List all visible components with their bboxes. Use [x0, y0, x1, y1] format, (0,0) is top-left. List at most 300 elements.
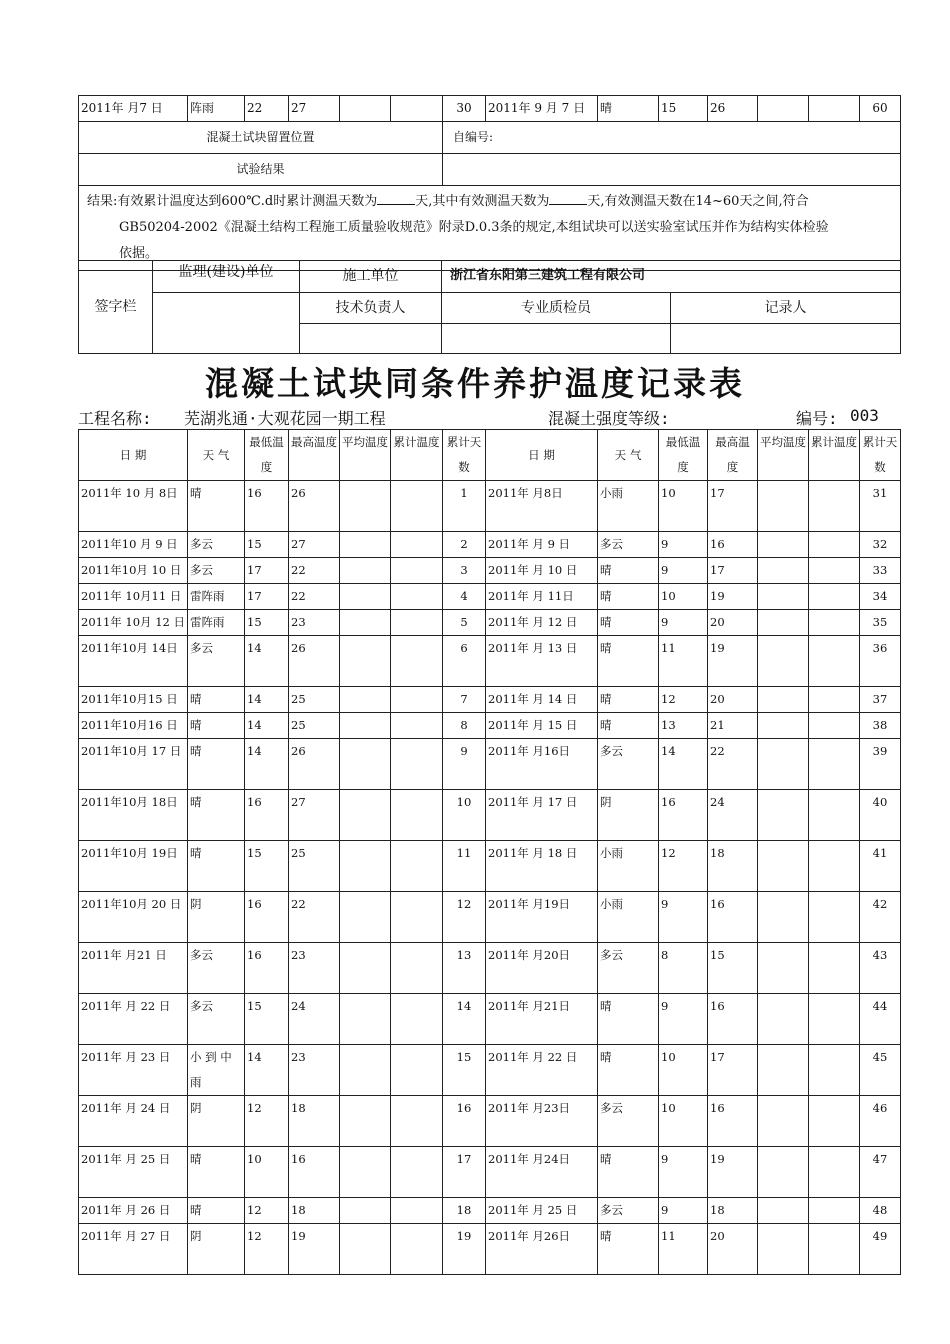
- date-cell: 2011年 月 27 日: [79, 1224, 188, 1275]
- date-cell: 2011年10月15 日: [79, 687, 188, 713]
- min-temp-cell: 15: [245, 841, 289, 892]
- cum-days-cell: 5: [443, 610, 486, 636]
- table-row: [79, 1147, 901, 1198]
- avg-temp-cell: [340, 558, 391, 584]
- avg-temp-cell: [340, 610, 391, 636]
- cum-days-cell: 3: [443, 558, 486, 584]
- table-row: [79, 584, 901, 610]
- conclusion-mid2: 天,有效测温天数在14~60天之间,符合: [587, 194, 809, 209]
- min-temp-cell: 11: [659, 1224, 708, 1275]
- quality-inspector-sign-field[interactable]: [442, 324, 671, 354]
- cum-temp-cell: [391, 558, 443, 584]
- date-cell: 2011年 月 26 日: [79, 1198, 188, 1224]
- conclusion-row: [79, 186, 901, 271]
- max-temp-cell: 16: [708, 892, 758, 943]
- cum-temp-cell: [809, 790, 860, 841]
- cum-temp-cell: [391, 481, 443, 532]
- min-temp-cell: 16: [245, 943, 289, 994]
- tech-lead-label: 技术负责人: [300, 293, 442, 324]
- cum-days-cell: 47: [860, 1147, 901, 1198]
- avg-temp-cell: [758, 1096, 809, 1147]
- max-temp-cell: 27: [289, 532, 340, 558]
- cum-temp-cell: [809, 584, 860, 610]
- weather-cell: 多云: [188, 636, 245, 687]
- avg-temp-cell: [340, 532, 391, 558]
- cum-days-cell: 17: [443, 1147, 486, 1198]
- max-temp-cell: 27: [289, 96, 340, 122]
- project-name: 芜湖兆通·大观花园一期工程: [184, 409, 386, 428]
- weather-cell: 小雨: [598, 841, 659, 892]
- cum-temp-cell: [809, 943, 860, 994]
- min-temp-cell: 12: [659, 687, 708, 713]
- max-temp-cell: 16: [289, 1147, 340, 1198]
- cum-days-cell: 42: [860, 892, 901, 943]
- cum-days-cell: 2: [443, 532, 486, 558]
- date-cell: 2011年10月 20 日: [79, 892, 188, 943]
- date-cell: 2011年 月26日: [486, 1224, 598, 1275]
- weather-cell: 晴: [188, 713, 245, 739]
- test-result-label: 试验结果: [79, 154, 443, 186]
- cum-days-cell: 37: [860, 687, 901, 713]
- max-temp-cell: 26: [289, 481, 340, 532]
- cum-days-cell: 13: [443, 943, 486, 994]
- cum-temp-cell: [391, 713, 443, 739]
- cum-temp-cell: [809, 610, 860, 636]
- signature-row-2: [79, 293, 901, 324]
- avg-temp-cell: [758, 994, 809, 1045]
- cum-days-cell: 6: [443, 636, 486, 687]
- min-temp-cell: 16: [245, 790, 289, 841]
- date-cell: 2011年 10月 12 日: [79, 610, 188, 636]
- min-temp-cell: 9: [659, 994, 708, 1045]
- conclusion-text: [79, 186, 901, 271]
- weather-cell: 阴: [598, 790, 659, 841]
- cum-days-cell: 40: [860, 790, 901, 841]
- cum-temp-cell: [809, 739, 860, 790]
- header-cum-days: 累计天数: [860, 430, 901, 481]
- date-cell: 2011年 月19日: [486, 892, 598, 943]
- cum-days-cell: 38: [860, 713, 901, 739]
- max-temp-cell: 18: [289, 1096, 340, 1147]
- cum-temp-cell: [809, 1147, 860, 1198]
- cum-days-cell: 39: [860, 739, 901, 790]
- max-temp-cell: 25: [289, 841, 340, 892]
- cum-days-cell: 12: [443, 892, 486, 943]
- table-row: [79, 558, 901, 584]
- max-temp-cell: 22: [708, 739, 758, 790]
- avg-temp-cell: [758, 532, 809, 558]
- min-temp-cell: 15: [245, 994, 289, 1045]
- max-temp-cell: 18: [289, 1198, 340, 1224]
- total-days-blank[interactable]: [377, 190, 415, 205]
- previous-data-row: [79, 96, 901, 122]
- table-row: [79, 481, 901, 532]
- min-temp-cell: 9: [659, 532, 708, 558]
- date-cell: 2011年 月 22 日: [79, 994, 188, 1045]
- date-cell: 2011年 月 12 日: [486, 610, 598, 636]
- date-cell: 2011年 月 17 日: [486, 790, 598, 841]
- project-label: 工程名称:: [78, 409, 152, 428]
- min-temp-cell: 14: [245, 1045, 289, 1096]
- min-temp-cell: 13: [659, 713, 708, 739]
- test-result-field[interactable]: [443, 154, 901, 186]
- cum-days-cell: 33: [860, 558, 901, 584]
- date-cell: 2011年 月 13 日: [486, 636, 598, 687]
- cum-days-cell: 11: [443, 841, 486, 892]
- table-row: [79, 892, 901, 943]
- cum-temp-cell: [809, 1198, 860, 1224]
- weather-cell: 晴: [188, 481, 245, 532]
- date-cell: 2011年 月 18 日: [486, 841, 598, 892]
- weather-cell: 晴: [598, 1147, 659, 1198]
- cum-temp-cell: [391, 1198, 443, 1224]
- block-position-row: [79, 122, 901, 154]
- cum-days-cell: 31: [860, 481, 901, 532]
- cum-temp-cell: [391, 636, 443, 687]
- date-cell: 2011年10月16 日: [79, 713, 188, 739]
- date-cell: 2011年 月 24 日: [79, 1096, 188, 1147]
- cum-temp-cell: [809, 96, 860, 122]
- min-temp-cell: 17: [245, 584, 289, 610]
- max-temp-cell: 19: [289, 1224, 340, 1275]
- max-temp-cell: 17: [708, 481, 758, 532]
- table-row: [79, 1198, 901, 1224]
- cum-days-cell: 19: [443, 1224, 486, 1275]
- grade-label: 混凝土强度等级:: [548, 409, 670, 428]
- min-temp-cell: 15: [245, 532, 289, 558]
- weather-cell: 多云: [598, 739, 659, 790]
- header-min-temp: 最低温度: [659, 430, 708, 481]
- header-date: 日 期: [79, 430, 188, 481]
- avg-temp-cell: [758, 1198, 809, 1224]
- max-temp-cell: 18: [708, 841, 758, 892]
- date-cell: 2011年10月 14日: [79, 636, 188, 687]
- table-row: [79, 739, 901, 790]
- construction-label: 施工单位: [300, 261, 442, 293]
- min-temp-cell: 16: [245, 481, 289, 532]
- cum-days-cell: 14: [443, 994, 486, 1045]
- min-temp-cell: 12: [245, 1198, 289, 1224]
- cum-days-cell: 36: [860, 636, 901, 687]
- avg-temp-cell: [758, 1224, 809, 1275]
- header-row: [79, 430, 901, 481]
- avg-temp-cell: [758, 636, 809, 687]
- table-row: [79, 610, 901, 636]
- avg-temp-cell: [340, 687, 391, 713]
- max-temp-cell: 24: [708, 790, 758, 841]
- avg-temp-cell: [340, 713, 391, 739]
- conclusion-line2: GB50204-2002《混凝土结构工程施工质量验收规范》附录D.0.3条的规定,本组试块可以送实验室试压并作为结构实体检验: [119, 220, 829, 235]
- cum-temp-cell: [809, 841, 860, 892]
- cum-temp-cell: [391, 584, 443, 610]
- table-row: [79, 790, 901, 841]
- avg-temp-cell: [340, 1198, 391, 1224]
- max-temp-cell: 21: [708, 713, 758, 739]
- cum-temp-cell: [809, 636, 860, 687]
- weather-cell: 雷阵雨: [188, 610, 245, 636]
- min-temp-cell: 10: [659, 584, 708, 610]
- cum-temp-cell: [391, 1045, 443, 1096]
- table-row: [79, 1096, 901, 1147]
- recorder-label: 记录人: [671, 293, 901, 324]
- min-temp-cell: 16: [659, 790, 708, 841]
- cum-temp-cell: [809, 1224, 860, 1275]
- avg-temp-cell: [758, 584, 809, 610]
- max-temp-cell: 20: [708, 687, 758, 713]
- min-temp-cell: 22: [245, 96, 289, 122]
- cum-temp-cell: [391, 1096, 443, 1147]
- company-name: 浙江省东阳第三建筑工程有限公司: [442, 261, 901, 293]
- cum-days-cell: 44: [860, 994, 901, 1045]
- avg-temp-cell: [340, 1096, 391, 1147]
- header-cum-temp: 累计温度: [391, 430, 443, 481]
- table-row: [79, 713, 901, 739]
- max-temp-cell: 15: [708, 943, 758, 994]
- cum-temp-cell: [391, 841, 443, 892]
- cum-days-cell: 49: [860, 1224, 901, 1275]
- weather-cell: 晴: [598, 636, 659, 687]
- header-weather: 天 气: [188, 430, 245, 481]
- max-temp-cell: 26: [289, 636, 340, 687]
- cum-days-cell: 1: [443, 481, 486, 532]
- cum-temp-cell: [391, 739, 443, 790]
- header-avg-temp: 平均温度: [340, 430, 391, 481]
- date-cell: 2011年10月 18日: [79, 790, 188, 841]
- weather-cell: 阵雨: [188, 96, 245, 122]
- cum-temp-cell: [809, 1045, 860, 1096]
- weather-cell: 晴: [598, 1045, 659, 1096]
- table-row: [79, 636, 901, 687]
- weather-cell: 多云: [188, 532, 245, 558]
- cum-days-cell: 9: [443, 739, 486, 790]
- max-temp-cell: 24: [289, 994, 340, 1045]
- tech-lead-sign-field[interactable]: [300, 324, 442, 354]
- min-temp-cell: 12: [245, 1224, 289, 1275]
- header-cum-days: 累计天数: [443, 430, 486, 481]
- weather-cell: 多云: [188, 994, 245, 1045]
- cum-days-cell: 4: [443, 584, 486, 610]
- avg-temp-cell: [758, 610, 809, 636]
- max-temp-cell: 22: [289, 584, 340, 610]
- avg-temp-cell: [758, 713, 809, 739]
- number-value: 003: [850, 406, 879, 425]
- date-cell: 2011年10月 17 日: [79, 739, 188, 790]
- date-cell: 2011年 月 10 日: [486, 558, 598, 584]
- project-meta: [78, 406, 900, 430]
- avg-temp-cell: [340, 1224, 391, 1275]
- page-title: 混凝土试块同条件养护温度记录表: [205, 364, 745, 403]
- avg-temp-cell: [758, 790, 809, 841]
- table-row: [79, 532, 901, 558]
- weather-cell: 多云: [598, 532, 659, 558]
- weather-cell: 多云: [598, 1198, 659, 1224]
- test-result-row: [79, 154, 901, 186]
- avg-temp-cell: [758, 841, 809, 892]
- cum-days-cell: 46: [860, 1096, 901, 1147]
- cum-temp-cell: [391, 687, 443, 713]
- cum-temp-cell: [391, 994, 443, 1045]
- cum-days-cell: 10: [443, 790, 486, 841]
- min-temp-cell: 14: [659, 739, 708, 790]
- min-temp-cell: 10: [659, 1045, 708, 1096]
- avg-temp-cell: [758, 481, 809, 532]
- cum-temp-cell: [391, 1147, 443, 1198]
- max-temp-cell: 25: [289, 687, 340, 713]
- cum-temp-cell: [809, 687, 860, 713]
- max-temp-cell: 22: [289, 892, 340, 943]
- min-temp-cell: 10: [659, 1096, 708, 1147]
- cum-days-cell: 18: [443, 1198, 486, 1224]
- min-temp-cell: 9: [659, 892, 708, 943]
- max-temp-cell: 19: [708, 1147, 758, 1198]
- avg-temp-cell: [340, 943, 391, 994]
- max-temp-cell: 17: [708, 1045, 758, 1096]
- date-cell: 2011年 月24日: [486, 1147, 598, 1198]
- weather-cell: 多云: [188, 943, 245, 994]
- avg-temp-cell: [758, 739, 809, 790]
- weather-cell: 阴: [188, 892, 245, 943]
- max-temp-cell: 18: [708, 1198, 758, 1224]
- min-temp-cell: 17: [245, 558, 289, 584]
- cum-temp-cell: [391, 892, 443, 943]
- max-temp-cell: 23: [289, 610, 340, 636]
- max-temp-cell: 23: [289, 943, 340, 994]
- weather-cell: 晴: [188, 687, 245, 713]
- cum-temp-cell: [391, 610, 443, 636]
- table-row: [79, 1045, 901, 1096]
- avg-temp-cell: [758, 943, 809, 994]
- cum-temp-cell: [809, 892, 860, 943]
- min-temp-cell: 8: [659, 943, 708, 994]
- max-temp-cell: 16: [708, 532, 758, 558]
- cum-days-cell: 7: [443, 687, 486, 713]
- date-cell: 2011年 月 25 日: [79, 1147, 188, 1198]
- min-temp-cell: 9: [659, 1147, 708, 1198]
- temperature-record-table: [78, 429, 901, 1275]
- date-cell: 2011年 10 月 8日: [79, 481, 188, 532]
- min-temp-cell: 14: [245, 687, 289, 713]
- min-temp-cell: 14: [245, 636, 289, 687]
- cum-temp-cell: [809, 481, 860, 532]
- previous-record-table: [78, 95, 901, 271]
- weather-cell: 晴: [598, 558, 659, 584]
- table-row: [79, 841, 901, 892]
- date-cell: 2011年 月 22 日: [486, 1045, 598, 1096]
- cum-temp-cell: [809, 532, 860, 558]
- cum-days-cell: 32: [860, 532, 901, 558]
- weather-cell: 多云: [598, 943, 659, 994]
- cum-temp-cell: [809, 558, 860, 584]
- cum-days-cell: 8: [443, 713, 486, 739]
- max-temp-cell: 20: [708, 610, 758, 636]
- weather-cell: 晴: [188, 841, 245, 892]
- min-temp-cell: 9: [659, 558, 708, 584]
- header-cum-temp: 累计温度: [809, 430, 860, 481]
- weather-cell: 晴: [598, 96, 659, 122]
- weather-cell: 晴: [188, 1198, 245, 1224]
- conclusion-prefix: 结果:有效累计温度达到600℃.d时累计测温天数为: [87, 194, 378, 209]
- header-max-temp: 最高温度: [708, 430, 758, 481]
- date-cell: 2011年 月 15 日: [486, 713, 598, 739]
- cum-days-cell: 41: [860, 841, 901, 892]
- cum-temp-cell: [391, 943, 443, 994]
- date-cell: 2011年10月 19日: [79, 841, 188, 892]
- block-position-label: 混凝土试块留置位置: [79, 122, 443, 154]
- self-number-field[interactable]: 自编号:: [443, 122, 901, 154]
- header-date: 日 期: [486, 430, 598, 481]
- weather-cell: 晴: [598, 994, 659, 1045]
- min-temp-cell: 11: [659, 636, 708, 687]
- min-temp-cell: 14: [245, 739, 289, 790]
- min-temp-cell: 10: [659, 481, 708, 532]
- avg-temp-cell: [758, 1045, 809, 1096]
- date-cell: 2011年 月16日: [486, 739, 598, 790]
- date-cell: 2011年 月21日: [486, 994, 598, 1045]
- header-min-temp: 最低温度: [245, 430, 289, 481]
- supervisor-label: 监理(建设)单位: [153, 261, 300, 293]
- max-temp-cell: 19: [708, 584, 758, 610]
- max-temp-cell: 26: [708, 96, 758, 122]
- date-cell: 2011年 月 9 日: [486, 532, 598, 558]
- date-cell: 2011年10月 10 日: [79, 558, 188, 584]
- table-row: [79, 1224, 901, 1275]
- date-cell: 2011年 月7 日: [79, 96, 188, 122]
- recorder-sign-field[interactable]: [671, 324, 901, 354]
- avg-temp-cell: [758, 687, 809, 713]
- table-row: [79, 943, 901, 994]
- min-temp-cell: 12: [659, 841, 708, 892]
- signature-table: [78, 260, 901, 354]
- max-temp-cell: 25: [289, 713, 340, 739]
- avg-temp-cell: [340, 1147, 391, 1198]
- avg-temp-cell: [758, 1147, 809, 1198]
- effective-days-blank[interactable]: [549, 190, 587, 205]
- min-temp-cell: 9: [659, 610, 708, 636]
- cum-temp-cell: [809, 713, 860, 739]
- date-cell: 2011年10 月 9 日: [79, 532, 188, 558]
- cum-days-cell: 45: [860, 1045, 901, 1096]
- max-temp-cell: 20: [708, 1224, 758, 1275]
- date-cell: 2011年 月21 日: [79, 943, 188, 994]
- header-avg-temp: 平均温度: [758, 430, 809, 481]
- max-temp-cell: 26: [289, 739, 340, 790]
- avg-temp-cell: [340, 892, 391, 943]
- weather-cell: 晴: [598, 610, 659, 636]
- cum-temp-cell: [391, 532, 443, 558]
- date-cell: 2011年 月23日: [486, 1096, 598, 1147]
- cum-temp-cell: [391, 1224, 443, 1275]
- cum-days-cell: 35: [860, 610, 901, 636]
- date-cell: 2011年 9 月 7 日: [486, 96, 598, 122]
- date-cell: 2011年 月20日: [486, 943, 598, 994]
- max-temp-cell: 16: [708, 1096, 758, 1147]
- date-cell: 2011年 月 14 日: [486, 687, 598, 713]
- avg-temp-cell: [340, 96, 391, 122]
- weather-cell: 晴: [598, 1224, 659, 1275]
- conclusion-mid1: 天,其中有效测温天数为: [415, 194, 550, 209]
- date-cell: 2011年 月 11日: [486, 584, 598, 610]
- weather-cell: 晴: [598, 713, 659, 739]
- cum-temp-cell: [809, 1096, 860, 1147]
- weather-cell: 阴: [188, 1224, 245, 1275]
- supervisor-sign-field[interactable]: [153, 293, 300, 354]
- cum-days-cell: 34: [860, 584, 901, 610]
- date-cell: 2011年 月 25 日: [486, 1198, 598, 1224]
- weather-cell: 晴: [598, 687, 659, 713]
- quality-inspector-label: 专业质检员: [442, 293, 671, 324]
- max-temp-cell: 27: [289, 790, 340, 841]
- signature-row-1: [79, 261, 901, 293]
